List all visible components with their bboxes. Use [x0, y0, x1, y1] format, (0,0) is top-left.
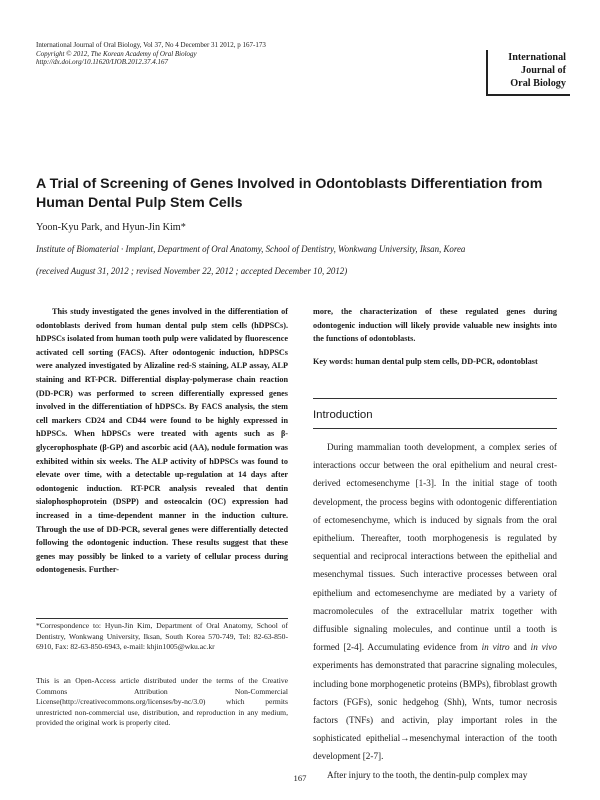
footnote-divider: [36, 618, 288, 619]
intro-and: and: [509, 642, 531, 653]
intro-in-vitro: in vitro: [481, 642, 510, 653]
abstract-right: more, the characterization of these regulated genes during odontogenic induction will likely provide valuable new insights into the functions of odontoblasts.: [313, 307, 557, 344]
journal-info: [36, 41, 336, 67]
authors: Yoon-Kyu Park, and Hyun-Jin Kim*: [36, 222, 186, 233]
doi-link[interactable]: http://dx.doi.org/10.11620/IJOB.2012.37.4.167: [36, 58, 169, 67]
title-line-2: Human Dental Pulp Stem Cells: [36, 194, 243, 211]
abstract-left: This study investigated the genes involved in the differentiation of odontoblasts derived from human dental pulp stem cells (hDPSCs). hDPSCs isolated from human tooth pulp were validated by fluorescence activated cell sorting (FACS). After odontogenic induction, hDPSCs were analyzed investigated by Alizaline red-S staining, ALP assay, ALP staining and RT-PCR. Differential display-polymerase chain reaction (DD-PCR) was performed to screen differentially expressed genes involved in the differentiation of hDPSCs. By FACS analysis, the stem cell markers CD24 and CD44 were found to be highly expressed in hDPSCs. When hDPSCs were treated with agents such as β-glycerophosphate (β-GP) and ascorbic acid (AA), nodule formation was exhibited within six weeks. The ALP activity of hDPSCs was found to elevate over time, with a detectable up-regulation at 14 days after odontogenic induction. RT-PCR analysis revealed that dentin sialophosphoprotein (DSPP) and osteocalcin (OC) expression had increased in a time-dependent manner in the induction culture. Through the use of DD-PCR, several genes were differentially detected following the odontogenic induction. These results suggest that these genes may possibly be linked to a variety of cellular process during odontogenesis. Further-: [36, 307, 288, 575]
title-line-1: A Trial of Screening of Genes Involved in Odontoblasts Differentiation from: [36, 176, 543, 192]
logo-line-3: Oral Biology: [510, 78, 566, 89]
introduction-body: [313, 438, 557, 784]
section-rule-top: [313, 398, 557, 399]
journal-logo: [486, 50, 570, 96]
affiliation: Institute of Biomaterial · Implant, Department of Oral Anatomy, School of Dentistry, Wonkwang University, Iksan, Korea: [36, 244, 466, 254]
intro-text-a: During mammalian tooth development, a complex series of interactions occur between the oral epithelium and neural crest-derived ectomesenchyme [1-3]. In the initial stage of tooth development, the process begins with odontogenic differentiation of ectomesenchyme, which is induced by signals from the oral epithelium. Thereafter, tooth morphogenesis is regulated by sequential and reciprocal interactions between the epithelial and mesenchymal tissues. Such interactive processes between oral epithelium and ectomesenchyme are mediated by a variety of macromolecules of the extracellular matrix together with diffusible signaling molecules, and continue until a tooth is formed [2-4]. Accumulating evidence from: [313, 442, 557, 653]
intro-in-vivo: in vivo: [530, 642, 557, 653]
logo-line-1: International: [508, 52, 566, 63]
article-title: [36, 175, 556, 212]
section-heading-introduction: Introduction: [313, 409, 373, 421]
journal-citation: International Journal of Oral Biology, Vol 37, No 4 December 31 2012, p 167-173: [36, 41, 266, 49]
section-rule-bottom: [313, 428, 557, 429]
received-dates: (received August 31, 2012 ; revised November 22, 2012 ; accepted December 10, 2012): [36, 266, 348, 276]
page-number: 167: [293, 773, 307, 783]
intro-paragraph-2: After injury to the tooth, the dentin-pulp complex may: [327, 769, 528, 780]
intro-text-b: experiments has demonstrated that paracrine signaling molecules, including bone morphogenetic proteins (BMPs), fibroblast growth factors (FGFs), sonic hedgehog (Shh), Wnts, tumor necrosis factors (TNFs) and activin, play important roles in the sophisticated epithelial→mesenchymal interaction of the tooth development [2-7].: [313, 660, 557, 762]
copyright-line: Copyright © 2012, The Korean Academy of Oral Biology: [36, 49, 197, 58]
license-note: This is an Open-Access article distributed under the terms of the Creative Commons Attribution Non-Commercial License(http://creativecommons.org/licenses/by-nc/3.0) which permits unrestricted non-commercial use, distribution, and reproduction in any medium, provided the original work is properly cited.: [36, 676, 288, 727]
intro-paragraph-1: [313, 438, 557, 766]
correspondence-note: *Correspondence to: Hyun-Jin Kim, Department of Oral Anatomy, School of Dentistry, Wonkwang University, Iksan, South Korea 570-749, Tel: 82-63-850-6910, Fax: 82-63-850-6943, e-mail: khjin1005@wku.ac.kr: [36, 621, 288, 651]
logo-line-2: Journal of: [521, 65, 566, 76]
keywords: Key words: human dental pulp stem cells, DD-PCR, odontoblast: [313, 357, 538, 366]
